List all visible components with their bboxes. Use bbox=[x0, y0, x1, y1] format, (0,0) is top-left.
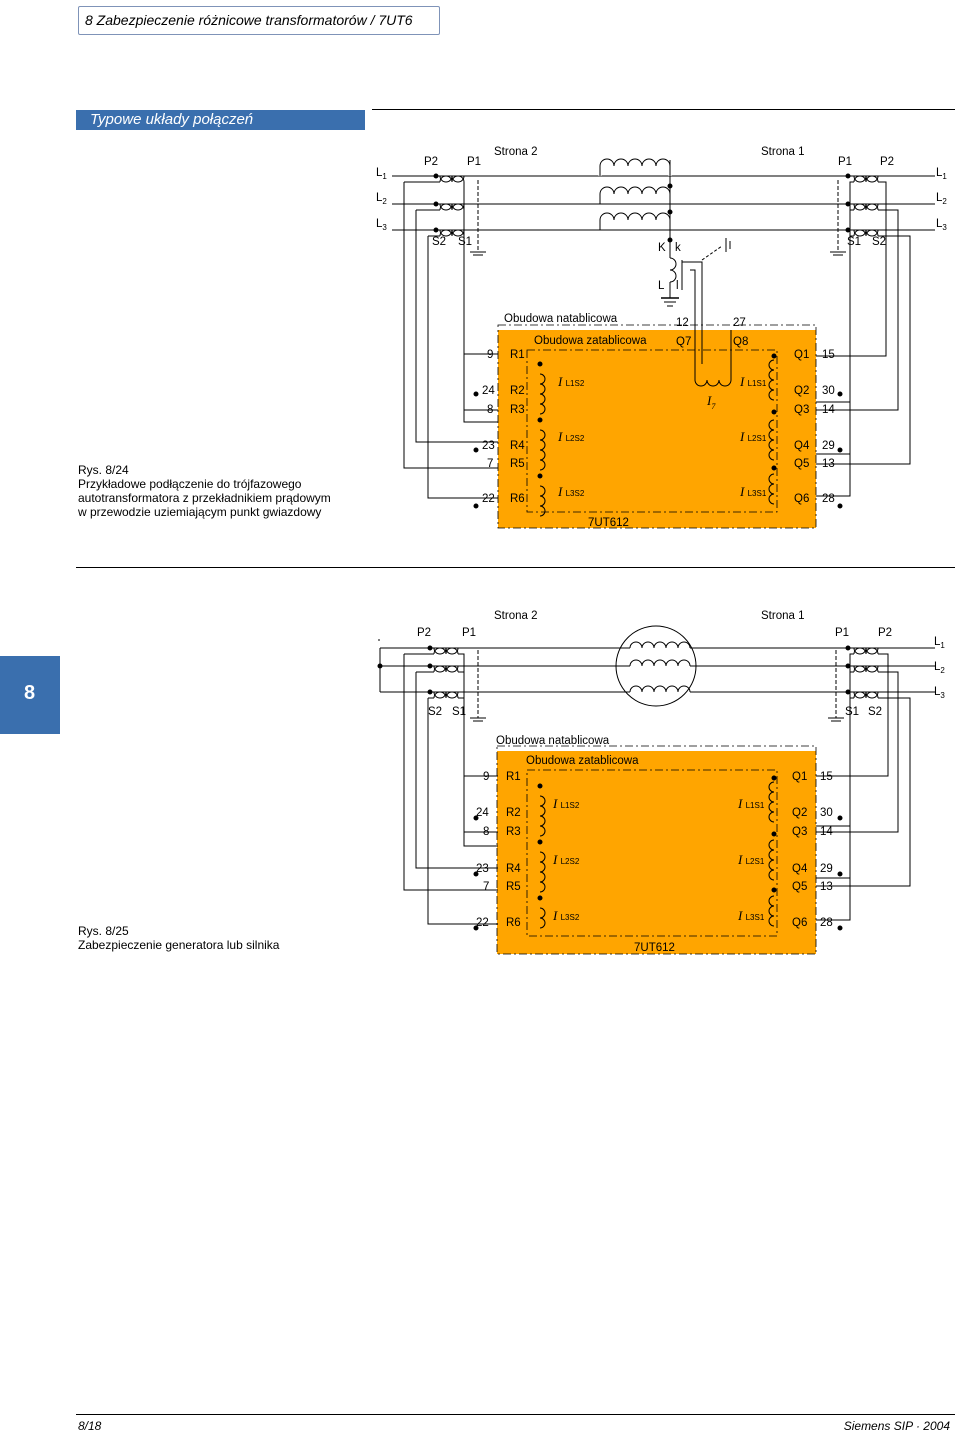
figure2-diagram bbox=[378, 626, 935, 954]
ct-terminal-label: P2 bbox=[424, 156, 439, 168]
flush-mount-label: Obudowa zatablicowa bbox=[534, 335, 647, 347]
current-label: I L1S1 bbox=[738, 796, 765, 811]
current-label: I L2S2 bbox=[558, 429, 585, 444]
right-ct-group bbox=[816, 646, 910, 920]
input-pin: R4 bbox=[510, 440, 525, 452]
figure2-caption-line: Zabezpieczenie generatora lub silnika bbox=[78, 938, 280, 952]
neutral-ct-label: L bbox=[658, 280, 665, 292]
input-pin: R6 bbox=[510, 493, 525, 505]
input-pin: Q2 bbox=[792, 807, 808, 819]
input-pin: R5 bbox=[510, 458, 525, 470]
terminal-number: 22 bbox=[476, 917, 489, 929]
line-label-right: $L_3$ bbox=[934, 686, 945, 700]
neutral-ct-label: l bbox=[676, 280, 679, 292]
current-label: I L1S2 bbox=[558, 374, 585, 389]
input-pin: R3 bbox=[510, 404, 525, 416]
ct-terminal-label: P2 bbox=[880, 156, 895, 168]
page-number: 8/18 bbox=[78, 1419, 102, 1433]
line-label-left: $L_2$ bbox=[376, 192, 387, 206]
input-pin: Q1 bbox=[794, 349, 810, 361]
current-label: I L3S1 bbox=[740, 484, 767, 499]
ct-terminal-label: S2 bbox=[432, 236, 447, 248]
current-label-i7: $I_7$ bbox=[707, 393, 716, 411]
line-label-right: $L_1$ bbox=[934, 636, 945, 650]
terminal-number: 30 bbox=[820, 807, 833, 819]
input-pin: R3 bbox=[506, 826, 521, 838]
input-pin: Q3 bbox=[794, 404, 810, 416]
device-label: 7UT612 bbox=[588, 517, 629, 529]
terminal-number: 15 bbox=[820, 771, 833, 783]
current-label: I L3S1 bbox=[738, 908, 765, 923]
ct-terminal-label: P1 bbox=[462, 627, 477, 639]
input-pin: Q4 bbox=[792, 863, 808, 875]
terminal-number: 24 bbox=[476, 807, 489, 819]
figure1-caption-line: w przewodzie uziemiającym punkt gwiazdowy bbox=[78, 505, 322, 519]
line-label-left: $L_3$ bbox=[376, 218, 387, 232]
rule-footer bbox=[76, 1414, 955, 1415]
terminal-number: 24 bbox=[482, 385, 495, 397]
terminal-number: 29 bbox=[820, 863, 833, 875]
current-label: I L1S1 bbox=[740, 374, 767, 389]
ct-terminal-label: P1 bbox=[467, 156, 482, 168]
input-pin: Q1 bbox=[792, 771, 808, 783]
input-pin: R5 bbox=[506, 881, 521, 893]
line-label-right: $L_3$ bbox=[936, 218, 947, 232]
terminal-number: 8 bbox=[487, 404, 494, 416]
figure1-diagram bbox=[392, 159, 935, 528]
ct-terminal-label: P2 bbox=[878, 627, 893, 639]
current-label: I L2S1 bbox=[738, 852, 765, 867]
figure2-caption-number: Rys. 8/25 bbox=[78, 924, 129, 938]
input-pin: R1 bbox=[506, 771, 521, 783]
terminal-number: 13 bbox=[820, 881, 833, 893]
current-label: I L3S2 bbox=[558, 484, 585, 499]
chapter-tab-label: 8 bbox=[24, 682, 36, 704]
line-label-right: $L_2$ bbox=[936, 192, 947, 206]
aux-terminal: 12 bbox=[676, 317, 689, 329]
input-pin: Q4 bbox=[794, 440, 810, 452]
terminal-number: 13 bbox=[822, 458, 835, 470]
terminal-number: 9 bbox=[483, 771, 490, 783]
terminal-number: 28 bbox=[820, 917, 833, 929]
ct-terminal-label: S1 bbox=[847, 236, 862, 248]
current-label: I L1S2 bbox=[553, 796, 580, 811]
input-pin: Q3 bbox=[792, 826, 808, 838]
input-pin: R2 bbox=[510, 385, 525, 397]
side1-label: Strona 1 bbox=[761, 146, 805, 158]
ct-terminal-label: S2 bbox=[428, 706, 443, 718]
panel-mount-label: Obudowa natablicowa bbox=[496, 735, 610, 747]
device-body bbox=[498, 330, 816, 528]
terminal-number: 28 bbox=[822, 493, 835, 505]
publisher-note: Siemens SIP · 2004 bbox=[843, 1419, 950, 1433]
terminal-number: 14 bbox=[822, 404, 835, 416]
terminal-number: 30 bbox=[822, 385, 835, 397]
input-pin: Q5 bbox=[792, 881, 808, 893]
section-title: Typowe układy połączeń bbox=[90, 111, 254, 128]
terminal-number: 7 bbox=[483, 881, 490, 893]
neutral-ct-label: K bbox=[658, 242, 666, 254]
input-pin: Q5 bbox=[794, 458, 810, 470]
terminal-number: 15 bbox=[822, 349, 835, 361]
input-pin: Q2 bbox=[794, 385, 810, 397]
line-label-right: $L_1$ bbox=[936, 167, 947, 181]
current-label: I L3S2 bbox=[553, 908, 580, 923]
aux-pin: Q8 bbox=[733, 336, 749, 348]
figure1-caption-line: Przykładowe podłączenie do trójfazowego bbox=[78, 477, 302, 491]
terminal-number: 23 bbox=[476, 863, 489, 875]
line-label-right: $L_2$ bbox=[934, 661, 945, 675]
ct-terminal-label: P1 bbox=[838, 156, 853, 168]
ct-terminal-label: S2 bbox=[872, 236, 887, 248]
input-pin: R6 bbox=[506, 917, 521, 929]
ct-terminal-label: P1 bbox=[835, 627, 850, 639]
line-label-left: $L_1$ bbox=[376, 167, 387, 181]
input-pin: R4 bbox=[506, 863, 521, 875]
terminal-number: 23 bbox=[482, 440, 495, 452]
flush-mount-label: Obudowa zatablicowa bbox=[526, 755, 639, 767]
side2-label: Strona 2 bbox=[494, 146, 538, 158]
side1-label: Strona 1 bbox=[761, 610, 805, 622]
ct-terminal-label: S1 bbox=[458, 236, 473, 248]
terminal-number: 22 bbox=[482, 493, 495, 505]
terminal-number: 9 bbox=[487, 349, 494, 361]
panel-mount-label: Obudowa natablicowa bbox=[504, 313, 618, 325]
terminal-number: 8 bbox=[483, 826, 490, 838]
ct-terminal-label: S1 bbox=[845, 706, 860, 718]
side2-label: Strona 2 bbox=[494, 610, 538, 622]
current-label: I L2S1 bbox=[740, 429, 767, 444]
current-label: I L2S2 bbox=[553, 852, 580, 867]
figure1-caption-line: autotransformatora z przekładnikiem prądowym bbox=[78, 491, 331, 505]
ct-terminal-label: S1 bbox=[452, 706, 467, 718]
input-pin: R2 bbox=[506, 807, 521, 819]
ct-terminal-label: P2 bbox=[417, 627, 432, 639]
device-label: 7UT612 bbox=[634, 942, 675, 954]
input-pin: Q6 bbox=[792, 917, 808, 929]
terminal-number: 14 bbox=[820, 826, 833, 838]
neutral-ct-label: k bbox=[675, 242, 681, 254]
terminal-number: 7 bbox=[487, 458, 494, 470]
chapter-title: 8 Zabezpieczenie różnicowe transformatorów / 7UT6 bbox=[85, 12, 413, 28]
input-pin: Q6 bbox=[794, 493, 810, 505]
aux-terminal: 27 bbox=[733, 317, 746, 329]
figure1-caption-number: Rys. 8/24 bbox=[78, 463, 129, 477]
ct-terminal-label: S2 bbox=[868, 706, 883, 718]
aux-pin: Q7 bbox=[676, 336, 692, 348]
terminal-number: 29 bbox=[822, 440, 835, 452]
input-pin: R1 bbox=[510, 349, 525, 361]
